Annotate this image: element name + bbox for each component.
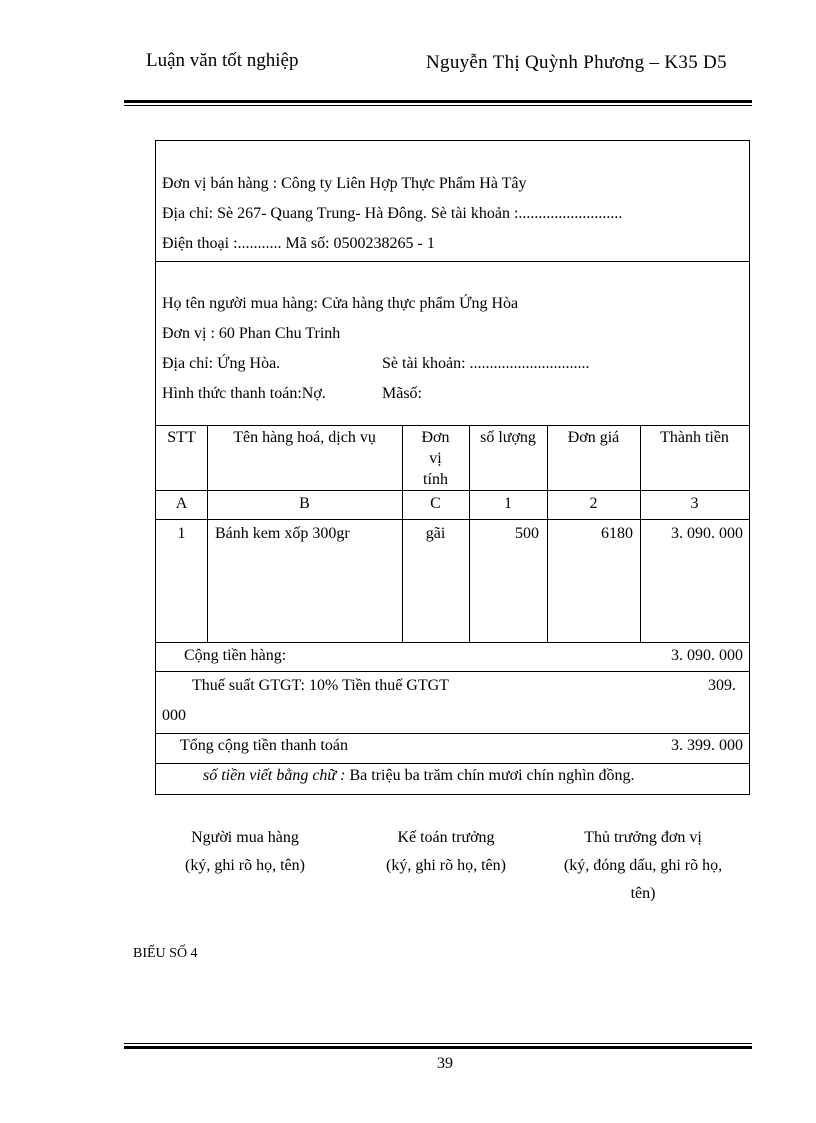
th-unit-1: Đơn [421,429,450,446]
code-price: 2 [589,495,598,512]
buyer-address: Địa chỉ: Ứng Hòa. [162,355,281,372]
seller-address: Địa chỉ: Sè 267- Quang Trung- Hà Đông. Sè tài khoản :.......................... [162,205,623,222]
code-amount: 3 [690,495,699,512]
divider [156,490,749,491]
grand-total-label: Tổng cộng tiền thanh toán [180,737,348,754]
amount-in-words [203,767,635,785]
form-number-note: BIỂU SỐ 4 [133,946,198,961]
th-qty: số lượng [480,429,536,446]
signature-note: (ký, đóng dấu, ghi rõ họ, tên) [563,857,723,902]
header-left: Luận văn tốt nghiệp [146,50,299,71]
divider [156,261,749,262]
buyer-unit: Đơn vị : 60 Phan Chu Trinh [162,325,341,342]
vat-label: Thuế suất GTGT: 10% Tiền thuế GTGT [192,677,449,694]
th-name: Tên hàng hoá, dịch vụ [233,429,376,446]
grand-total-value: 3. 399. 000 [671,737,743,754]
invoice-form [155,140,750,795]
row-amount: 3. 090. 000 [671,525,743,542]
th-price: Đơn giá [567,429,620,446]
footer-rule-thick [124,1046,752,1049]
buyer-tax-code: Mãsố: [382,385,422,402]
signature-note: (ký, ghi rõ họ, tên) [185,857,305,874]
row-stt: 1 [177,525,186,542]
th-unit-2: vị [429,450,442,467]
signature-title: Thủ trưởng đơn vị [584,829,702,846]
th-unit-3: tính [423,471,448,488]
row-unit: gãi [425,525,446,542]
code-name: B [299,495,310,512]
goods-total-label: Cộng tiền hàng: [184,647,287,664]
divider [156,425,749,426]
words-value: Ba triệu ba trăm chín mươi chín nghìn đồng. [345,767,635,784]
th-amount: Thành tiền [660,429,729,446]
th-stt: STT [167,429,196,446]
signature-buyer [160,824,330,880]
row-qty: 500 [515,525,539,542]
divider [156,642,749,643]
signature-note: (ký, ghi rõ họ, tên) [386,857,506,874]
buyer-name: Họ tên người mua hàng: Cửa hàng thực phẩm Ứng Hòa [162,295,519,312]
row-name: Bánh kem xốp 300gr [215,525,350,542]
code-qty: 1 [504,495,512,512]
divider [156,733,749,734]
page-number: 39 [437,1055,453,1072]
divider [156,671,749,672]
divider [156,763,749,764]
header-right: Nguyễn Thị Quỳnh Phương – K35 D5 [426,52,727,73]
code-unit: C [430,495,441,512]
goods-total-value: 3. 090. 000 [671,647,743,664]
vat-value-cont: 000 [162,707,186,724]
signature-director [558,824,728,908]
buyer-account: Sè tài khoản: .............................. [382,355,590,372]
vat-value: 309. [708,677,736,694]
footer-rule-thin [124,1043,752,1044]
seller-phone: Điện thoại :........... Mã số: 0500238265 - 1 [162,235,435,252]
code-stt: A [175,495,188,512]
words-label: số tiền viết bằng chữ : [203,767,346,784]
row-price: 6180 [601,525,633,542]
payment-method: Hình thức thanh toán:Nợ. [162,385,326,402]
signature-title: Người mua hàng [191,829,299,846]
header-rule-thin [124,105,752,106]
col-line [207,425,208,642]
signature-title: Kế toán trưởng [397,829,495,846]
seller-unit: Đơn vị bán hàng : Công ty Liên Hợp Thực Phẩm Hà Tây [162,175,527,192]
divider [156,519,749,520]
signature-accountant [366,824,526,880]
header-rule-thick [124,100,752,103]
